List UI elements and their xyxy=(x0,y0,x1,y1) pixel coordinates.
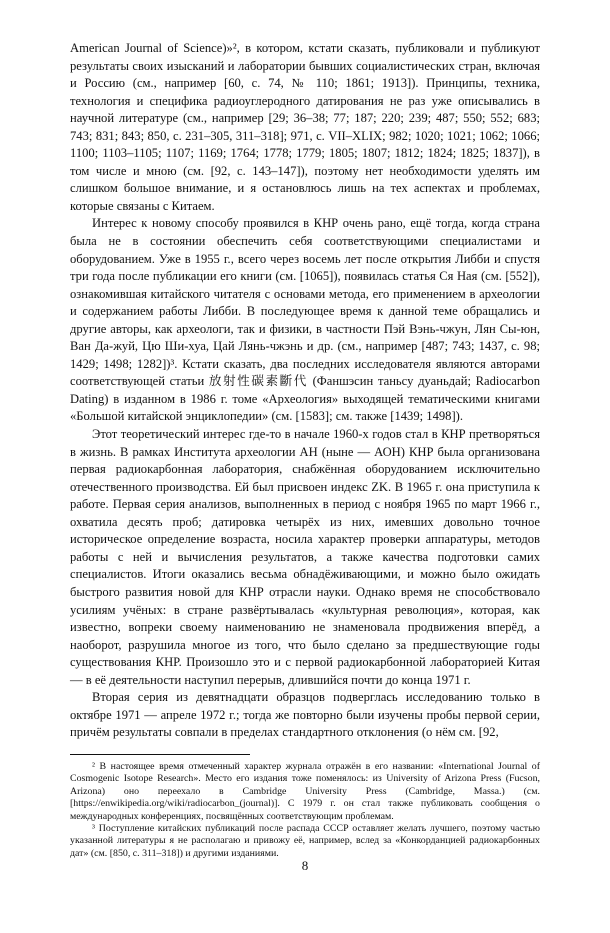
paragraph-1: American Journal of Science)»², в котором, кстати сказать, публиковали и публикуют результаты своих изысканий и лаборатории бывших социалистических стран, включая и Россию (см., например [60, с. 74, № 110; 1861; 1913]). Принципы, техника, технология и специфика радиоуглеродного датирования не раз уже описывались в научной литературе (см., например [29; 36–38; 77; 187; 220; 239; 487; 550; 552; 683; 743; 831; 843; 850, с. 231–305, 311–318]; 971, с. VII–XLIX; 982; 1020; 1021; 1062; 1066; 1100; 1103–1105; 1107; 1169; 1764; 1778; 1779; 1805; 1807; 1812; 1824; 1825; 1837]), в том числе и мною (см. [92, с. 143–147]), поэтому нет необходимости уделять им слишком большое внимание, и я остановлюсь лишь на тех аспектах и проблемах, которые связаны с Китаем. xyxy=(70,41,540,213)
footnote-2: ² В настоящее время отмеченный характер журнала отражён в его названии: «International Journal of Cosmogenic Isotope Research». Место его издания тоже поменялось: из University of Arizona Press (Fucson, Arizona) оно переехало в Cambridge University Press (Cambridge, Massa.) (см. [https://enwikipedia.org/wiki/radiocarbon_(journal)]. С 1979 г. он стал также публиковать сообщения о международных конференциях, посвящённых соответствующим проблемам. xyxy=(70,760,540,822)
page-number: 8 xyxy=(301,858,309,873)
paragraph-3: Этот теоретический интерес где-то в начале 1960-х годов стал в КНР претворяться в жизнь. В рамках Института археологии АН (ныне — АОН) КНР была организована первая радиокарбонная лаборатория, снабжённая оборудованием исключительно отечественного производства. Ей был присвоен индекс ZK. В 1965 г. она приступила к работе. Первая серия анализов, выполненных в период с ноября 1965 по март 1966 г., охватила десять проб; датировка четырёх из них, имевших довольно точное историческое определение возраста, носила характер проверки аппаратуры, методов работы с ней и вычисления результатов, а также качества подготовки самих специалистов. Итоги оказались весьма обнадёживающими, и можно было ожидать быстрого развития новой для КНР отрасли науки. Однако время не способствовало усилиям учёных: в стране развёртывалась «культурная революция», которая, как известно, вопреки своему наименованию не знаменовала продвижения вперёд, а наоборот, разрушила многое из того, что было сделано за предшествующие годы существования КНР. Произошло это и с первой радиокарбонной лабораторией Китая — в её деятельности наступил перерыв, длившийся почти до конца 1971 г. xyxy=(70,427,540,687)
document-page xyxy=(70,40,540,860)
paragraph-2: Интерес к новому способу проявился в КНР очень рано, ещё тогда, когда страна была не в состоянии обеспечить себя соответствующими специалистами и оборудованием. Уже в 1955 г., всего через восемь лет после открытия Либби и спустя три года после публикации его книги (см. [1065]), появилась статья Ся Ная (см. [552]), ознакомившая китайского читателя с основами метода, его применением в археологии и содержанием работы Либби. В последующее время к данной теме обращались и другие авторы, как археологи, так и физики, в частности Пэй Вэнь-чжун, Лян Сы-юн, Ван Да-жуй, Цю Ши-хуа, Цай Лянь-чжэнь и др. (см., например [487; 743; 1437, с. 98; 1429; 1498; 1282])³. Кстати сказать, два последних исследователя являются авторами соответствующей статьи 放射性碳素斷代 (Фаншэсин таньсу дуаньдай; Radiocarbon Dating) в изданном в 1986 г. томе «Археология» выходящей тематическими книгами «Большой китайской энциклопедии» (см. [1583]; см. также [1439; 1498]). xyxy=(70,216,540,424)
footnote-3: ³ Поступление китайских публикаций после распада СССР оставляет желать лучшего, поэтому частью указанной литературы я не располагаю и привожу её, например, вслед за «Конкорданцией радиокарбонных дат» (см. [850, с. 311–318]) и другими изданиями. xyxy=(70,822,540,859)
paragraph-4: Вторая серия из девятнадцати образцов подверглась исследованию только в октябре 1971 — апреле 1972 г.; тогда же повторно были изучены пробы первой серии, причём результаты совпали в пределах стандартного отклонения (о нём см. [92, xyxy=(70,690,540,740)
body-text xyxy=(70,40,540,742)
footnotes xyxy=(70,761,540,860)
footnote-separator xyxy=(70,754,250,755)
